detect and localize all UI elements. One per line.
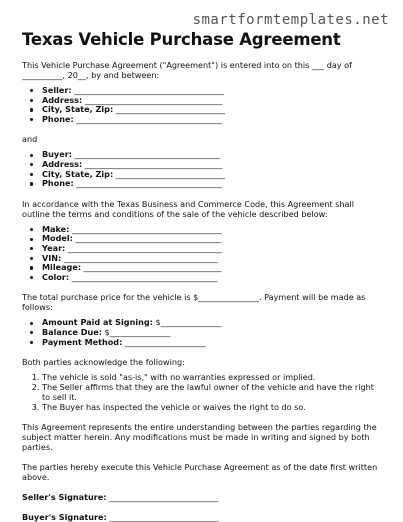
buyer-field <box>42 179 382 189</box>
field-blank-line: ____________________________________ <box>73 113 223 124</box>
field-blank-line: ___________________________ <box>113 104 226 115</box>
field-blank-line: _____________________________________ <box>69 223 222 234</box>
acknowledgements-list <box>22 372 382 412</box>
vehicle-intro-paragraph: In accordance with the Texas Business and Commerce Code, this Agreement shall outline the terms and conditions of the sale of the vehicle described below: <box>22 198 354 219</box>
price-paragraph: The total purchase price for the vehicle is $_______________. Payment will be made as follows: <box>22 292 366 313</box>
field-blank-line: ___________________________ <box>113 168 226 179</box>
field-label: Address: <box>42 158 83 169</box>
field-label: City, State, Zip: <box>42 104 114 115</box>
field-blank-line: _____________________________________ <box>71 85 224 95</box>
field-blank-line: __________________________________ <box>82 158 223 169</box>
seller-fields-list <box>22 86 382 124</box>
and-text: and <box>22 134 38 145</box>
payment-field <box>42 338 382 348</box>
field-label: Balance Due: <box>42 326 102 337</box>
field-blank-line: ____________________________________ <box>73 178 223 189</box>
vehicle-field <box>42 273 382 283</box>
field-blank-line: ____________________________________ <box>69 271 218 282</box>
field-label: Make: <box>42 223 70 234</box>
signature-blank-line: ___________________________ <box>106 492 219 503</box>
field-label: Year: <box>42 242 66 253</box>
execute-paragraph: The parties hereby execute this Vehicle Purchase Agreement as of the date first written above. <box>22 462 378 483</box>
field-blank-line: __________________________________ <box>81 262 222 273</box>
buyer-fields-list <box>22 150 382 188</box>
field-blank-line: $_______________ <box>152 317 222 328</box>
acknowledgement-item: 3. The Buyer has inspected the vehicle or waives the right to do so. <box>42 402 382 412</box>
field-label: Payment Method: <box>42 336 123 347</box>
document-page <box>22 30 382 522</box>
field-label: VIN: <box>42 252 62 263</box>
field-label: City, State, Zip: <box>42 168 114 179</box>
site-watermark: smartformtemplates.net <box>192 12 389 28</box>
acknowledgement-item: 1. The vehicle is sold "as-is," with no warranties expressed or implied. <box>42 372 382 382</box>
field-label: Model: <box>42 233 73 244</box>
field-label: Phone: <box>42 178 74 189</box>
field-label: Phone: <box>42 113 74 124</box>
field-label: Buyer: <box>42 149 72 160</box>
field-label: Mileage: <box>42 262 82 273</box>
field-blank-line: ____________________ <box>122 336 206 347</box>
field-label: Color: <box>42 271 70 282</box>
vehicle-fields-list <box>22 225 382 283</box>
field-blank-line: ______________________________________ <box>65 242 222 253</box>
signature-label: Buyer's Signature: <box>22 512 107 522</box>
signature-label: Seller's Signature: <box>22 492 107 503</box>
entire-agreement-paragraph: This Agreement represents the entire understanding between the parties regarding the subject matter herein. Any modifications must be made in writing and signed by both parties. <box>22 422 377 453</box>
page-title: Texas Vehicle Purchase Agreement <box>22 30 341 49</box>
field-blank-line: ____________________________________ <box>71 149 221 160</box>
field-blank-line: $_______________ <box>101 326 171 337</box>
field-label: Address: <box>42 94 83 105</box>
field-label: Amount Paid at Signing: <box>42 317 153 328</box>
signature-blank-line: ___________________________ <box>106 512 219 522</box>
field-blank-line: ______________________________________ <box>61 252 218 263</box>
field-label: Seller: <box>42 85 72 95</box>
field-blank-line: ____________________________________ <box>72 233 222 244</box>
field-blank-line: __________________________________ <box>82 94 223 105</box>
intro-paragraph: This Vehicle Purchase Agreement ("Agreement") is entered into on this ___ day of __________, 20__, by and between: <box>22 60 352 80</box>
acknowledgement-item: 2. The Seller affirms that they are the lawful owner of the vehicle and have the right to sell it. <box>42 382 382 402</box>
seller-field <box>42 115 382 125</box>
payment-fields-list <box>22 318 382 347</box>
acknowledge-paragraph: Both parties acknowledge the following: <box>22 357 185 368</box>
seller-signature-line <box>22 492 382 502</box>
